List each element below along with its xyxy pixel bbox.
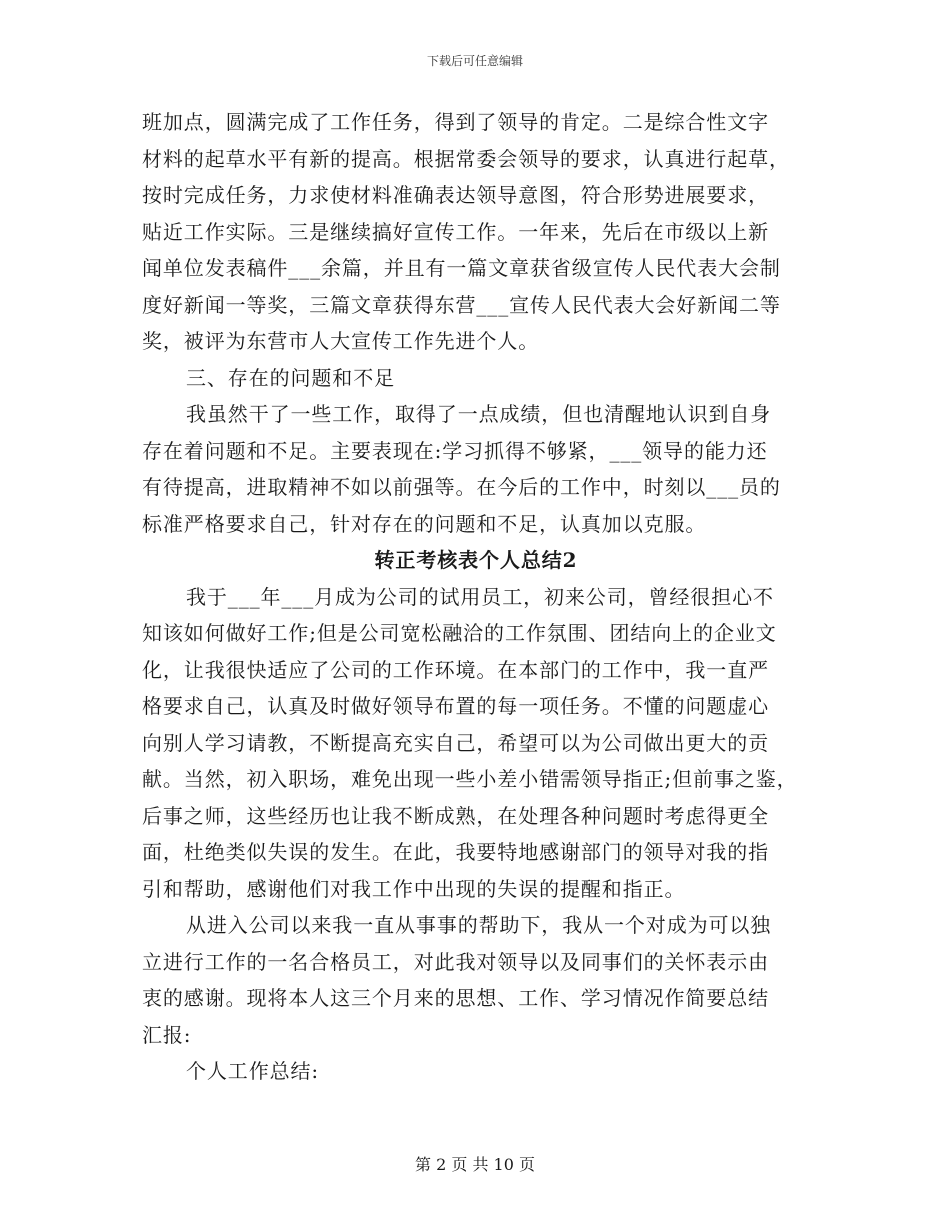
text-line: 汇报:: [142, 1022, 192, 1047]
header-note: 下载后可任意编辑: [426, 54, 523, 68]
page-footer: 第 2 页 共 10 页: [415, 1155, 535, 1174]
text-line: 标准严格要求自己，针对存在的问题和不足，认真加以克服。: [142, 511, 707, 536]
section-title: 转正考核表个人总结2: [374, 548, 578, 572]
text-line: 向别人学习请教，不断提高充实自己，希望可以为公司做出更大的贡: [142, 730, 769, 755]
text-line: 知该如何做好工作;但是公司宽松融洽的工作氛围、团结向上的企业文: [142, 621, 777, 645]
text-line: 材料的起草水平有新的提高。根据常委会领导的要求，认真进行起草，: [142, 146, 790, 171]
document-body: [142, 104, 810, 1090]
text-line: 我于___年___月成为公司的试用员工，初来公司，曾经很担心不: [186, 584, 774, 609]
text-line: 引和帮助，感谢他们对我工作中出现的失误的提醒和指正。: [142, 876, 686, 901]
text-line: 个人工作总结:: [186, 1059, 320, 1083]
text-line: 我虽然干了一些工作，取得了一点成绩，但也清醒地认识到自身: [186, 402, 772, 426]
text-line: 贴近工作实际。三是继续搞好宣传工作。一年来，先后在市级以上新: [142, 219, 769, 244]
text-line: 三、存在的问题和不足: [186, 365, 395, 390]
text-line: 献。当然，初入职场，难免出现一些小差小错需领导指正;但前事之鉴，: [142, 767, 798, 791]
text-line: 存在着问题和不足。主要表现在:学习抓得不够紧，___领导的能力还: [142, 438, 768, 463]
text-line: 格要求自己，认真及时做好领导布置的每一项任务。不懂的问题虚心: [142, 694, 769, 718]
text-line: 化，让我很快适应了公司的工作环境。在本部门的工作中，我一直严: [142, 657, 769, 682]
text-line: 度好新闻一等奖，三篇文章获得东营___宣传人民代表大会好新闻二等: [142, 292, 781, 317]
text-line: 有待提高，进取精神不如以前强等。在今后的工作中，时刻以___员的: [142, 475, 781, 499]
text-line: 奖，被评为东营市人大宣传工作先进个人。: [142, 329, 540, 353]
text-line: 立进行工作的一名合格员工，对此我对领导以及同事们的关怀表示由: [142, 949, 769, 974]
text-line: 从进入公司以来我一直从事事的帮助下，我从一个对成为可以独: [186, 913, 772, 937]
text-line: 面，杜绝类似失误的发生。在此，我要特地感谢部门的领导对我的指: [142, 840, 769, 864]
text-line: 闻单位发表稿件___余篇，并且有一篇文章获省级宣传人民代表大会制: [142, 256, 781, 280]
text-line: 后事之师，这些经历也让我不断成熟，在处理各种问题时考虑得更全: [142, 803, 769, 828]
text-line: 按时完成任务，力求使材料准确表达领导意图，符合形势进展要求，: [142, 183, 769, 207]
text-line: 班加点，圆满完成了工作任务，得到了领导的肯定。二是综合性文字: [142, 110, 769, 134]
text-line: 衷的感谢。现将本人这三个月来的思想、工作、学习情况作简要总结: [142, 986, 769, 1010]
